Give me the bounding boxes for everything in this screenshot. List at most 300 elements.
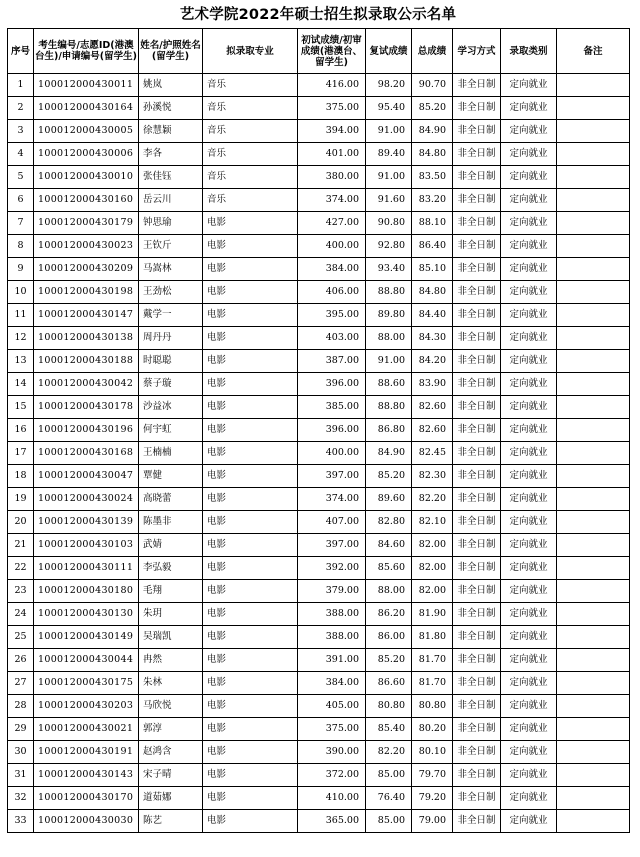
cell-admission-category: 定向就业 bbox=[501, 350, 557, 373]
table-row bbox=[8, 718, 630, 741]
cell-remark bbox=[557, 534, 630, 557]
cell-name: 李弘毅 bbox=[139, 557, 203, 580]
cell-seq: 10 bbox=[8, 281, 34, 304]
cell-major: 电影 bbox=[203, 718, 298, 741]
cell-admission-category: 定向就业 bbox=[501, 373, 557, 396]
cell-initial-score: 406.00 bbox=[298, 281, 366, 304]
cell-total-score: 88.10 bbox=[412, 212, 453, 235]
cell-name: 马欣悦 bbox=[139, 695, 203, 718]
cell-major: 电影 bbox=[203, 557, 298, 580]
cell-admission-category: 定向就业 bbox=[501, 603, 557, 626]
cell-name: 何宇虹 bbox=[139, 419, 203, 442]
cell-name: 沙益冰 bbox=[139, 396, 203, 419]
cell-major: 电影 bbox=[203, 649, 298, 672]
cell-candidate-id: 100012000430147 bbox=[34, 304, 139, 327]
cell-candidate-id: 100012000430180 bbox=[34, 580, 139, 603]
cell-retest-score: 85.20 bbox=[366, 465, 412, 488]
cell-major: 电影 bbox=[203, 281, 298, 304]
cell-retest-score: 85.00 bbox=[366, 764, 412, 787]
cell-major: 音乐 bbox=[203, 166, 298, 189]
cell-initial-score: 405.00 bbox=[298, 695, 366, 718]
cell-candidate-id: 100012000430030 bbox=[34, 810, 139, 833]
cell-total-score: 79.00 bbox=[412, 810, 453, 833]
cell-admission-category: 定向就业 bbox=[501, 235, 557, 258]
cell-candidate-id: 100012000430023 bbox=[34, 235, 139, 258]
cell-retest-score: 88.00 bbox=[366, 327, 412, 350]
cell-name: 钟思瑜 bbox=[139, 212, 203, 235]
table-row bbox=[8, 304, 630, 327]
cell-retest-score: 91.00 bbox=[366, 350, 412, 373]
table-row bbox=[8, 603, 630, 626]
cell-name: 姚岚 bbox=[139, 74, 203, 97]
table-row bbox=[8, 281, 630, 304]
cell-initial-score: 416.00 bbox=[298, 74, 366, 97]
cell-name: 宋子晴 bbox=[139, 764, 203, 787]
cell-retest-score: 89.40 bbox=[366, 143, 412, 166]
cell-major: 电影 bbox=[203, 212, 298, 235]
table-row bbox=[8, 235, 630, 258]
cell-initial-score: 375.00 bbox=[298, 97, 366, 120]
cell-initial-score: 410.00 bbox=[298, 787, 366, 810]
cell-total-score: 82.60 bbox=[412, 396, 453, 419]
cell-study-mode: 非全日制 bbox=[453, 350, 501, 373]
cell-name: 周丹丹 bbox=[139, 327, 203, 350]
cell-initial-score: 427.00 bbox=[298, 212, 366, 235]
header-name: 姓名/护照姓名(留学生) bbox=[139, 29, 203, 74]
cell-name: 陈艺 bbox=[139, 810, 203, 833]
table-row bbox=[8, 143, 630, 166]
cell-initial-score: 380.00 bbox=[298, 166, 366, 189]
cell-retest-score: 95.40 bbox=[366, 97, 412, 120]
cell-admission-category: 定向就业 bbox=[501, 488, 557, 511]
cell-major: 电影 bbox=[203, 695, 298, 718]
header-major: 拟录取专业 bbox=[203, 29, 298, 74]
cell-total-score: 82.45 bbox=[412, 442, 453, 465]
cell-retest-score: 85.60 bbox=[366, 557, 412, 580]
cell-retest-score: 93.40 bbox=[366, 258, 412, 281]
cell-study-mode: 非全日制 bbox=[453, 74, 501, 97]
document-page bbox=[7, 4, 629, 833]
cell-initial-score: 384.00 bbox=[298, 258, 366, 281]
cell-candidate-id: 100012000430188 bbox=[34, 350, 139, 373]
cell-retest-score: 88.60 bbox=[366, 373, 412, 396]
cell-seq: 19 bbox=[8, 488, 34, 511]
cell-remark bbox=[557, 557, 630, 580]
cell-admission-category: 定向就业 bbox=[501, 534, 557, 557]
cell-admission-category: 定向就业 bbox=[501, 258, 557, 281]
cell-total-score: 82.10 bbox=[412, 511, 453, 534]
cell-study-mode: 非全日制 bbox=[453, 235, 501, 258]
cell-remark bbox=[557, 189, 630, 212]
cell-study-mode: 非全日制 bbox=[453, 810, 501, 833]
cell-remark bbox=[557, 373, 630, 396]
cell-admission-category: 定向就业 bbox=[501, 419, 557, 442]
cell-remark bbox=[557, 649, 630, 672]
cell-name: 时聪聪 bbox=[139, 350, 203, 373]
cell-initial-score: 390.00 bbox=[298, 741, 366, 764]
cell-admission-category: 定向就业 bbox=[501, 97, 557, 120]
cell-major: 电影 bbox=[203, 304, 298, 327]
cell-seq: 6 bbox=[8, 189, 34, 212]
cell-candidate-id: 100012000430149 bbox=[34, 626, 139, 649]
cell-candidate-id: 100012000430130 bbox=[34, 603, 139, 626]
cell-name: 马嵩林 bbox=[139, 258, 203, 281]
cell-retest-score: 85.00 bbox=[366, 810, 412, 833]
cell-major: 电影 bbox=[203, 787, 298, 810]
cell-seq: 23 bbox=[8, 580, 34, 603]
cell-initial-score: 384.00 bbox=[298, 672, 366, 695]
table-row bbox=[8, 120, 630, 143]
cell-major: 电影 bbox=[203, 626, 298, 649]
cell-retest-score: 86.80 bbox=[366, 419, 412, 442]
cell-remark bbox=[557, 442, 630, 465]
cell-name: 冉然 bbox=[139, 649, 203, 672]
cell-candidate-id: 100012000430103 bbox=[34, 534, 139, 557]
cell-remark bbox=[557, 741, 630, 764]
cell-major: 电影 bbox=[203, 672, 298, 695]
cell-seq: 27 bbox=[8, 672, 34, 695]
cell-name: 孙溪悦 bbox=[139, 97, 203, 120]
cell-remark bbox=[557, 120, 630, 143]
table-row bbox=[8, 741, 630, 764]
cell-total-score: 85.10 bbox=[412, 258, 453, 281]
table-row bbox=[8, 488, 630, 511]
cell-seq: 7 bbox=[8, 212, 34, 235]
cell-major: 电影 bbox=[203, 511, 298, 534]
cell-total-score: 85.20 bbox=[412, 97, 453, 120]
cell-admission-category: 定向就业 bbox=[501, 120, 557, 143]
table-row bbox=[8, 189, 630, 212]
cell-seq: 28 bbox=[8, 695, 34, 718]
cell-remark bbox=[557, 672, 630, 695]
cell-total-score: 83.20 bbox=[412, 189, 453, 212]
cell-name: 郭淳 bbox=[139, 718, 203, 741]
cell-seq: 31 bbox=[8, 764, 34, 787]
cell-study-mode: 非全日制 bbox=[453, 580, 501, 603]
table-row bbox=[8, 695, 630, 718]
cell-total-score: 84.20 bbox=[412, 350, 453, 373]
table-body bbox=[8, 74, 630, 833]
cell-seq: 11 bbox=[8, 304, 34, 327]
table-row bbox=[8, 350, 630, 373]
cell-major: 音乐 bbox=[203, 143, 298, 166]
cell-total-score: 86.40 bbox=[412, 235, 453, 258]
cell-remark bbox=[557, 511, 630, 534]
cell-remark bbox=[557, 97, 630, 120]
cell-seq: 25 bbox=[8, 626, 34, 649]
cell-retest-score: 82.80 bbox=[366, 511, 412, 534]
cell-total-score: 84.80 bbox=[412, 143, 453, 166]
cell-retest-score: 92.80 bbox=[366, 235, 412, 258]
cell-retest-score: 86.60 bbox=[366, 672, 412, 695]
cell-study-mode: 非全日制 bbox=[453, 603, 501, 626]
cell-remark bbox=[557, 419, 630, 442]
cell-study-mode: 非全日制 bbox=[453, 189, 501, 212]
cell-name: 高晓蕾 bbox=[139, 488, 203, 511]
cell-candidate-id: 100012000430196 bbox=[34, 419, 139, 442]
cell-major: 电影 bbox=[203, 488, 298, 511]
cell-retest-score: 85.40 bbox=[366, 718, 412, 741]
cell-candidate-id: 100012000430209 bbox=[34, 258, 139, 281]
cell-study-mode: 非全日制 bbox=[453, 327, 501, 350]
cell-initial-score: 403.00 bbox=[298, 327, 366, 350]
cell-candidate-id: 100012000430179 bbox=[34, 212, 139, 235]
cell-retest-score: 82.20 bbox=[366, 741, 412, 764]
cell-remark bbox=[557, 281, 630, 304]
cell-candidate-id: 100012000430044 bbox=[34, 649, 139, 672]
cell-total-score: 81.70 bbox=[412, 672, 453, 695]
cell-candidate-id: 100012000430175 bbox=[34, 672, 139, 695]
cell-total-score: 83.50 bbox=[412, 166, 453, 189]
cell-retest-score: 91.00 bbox=[366, 120, 412, 143]
cell-retest-score: 76.40 bbox=[366, 787, 412, 810]
cell-candidate-id: 100012000430191 bbox=[34, 741, 139, 764]
table-header-row bbox=[8, 29, 630, 74]
header-retest-score: 复试成绩 bbox=[366, 29, 412, 74]
cell-seq: 13 bbox=[8, 350, 34, 373]
cell-remark bbox=[557, 695, 630, 718]
cell-name: 王钦斤 bbox=[139, 235, 203, 258]
cell-admission-category: 定向就业 bbox=[501, 166, 557, 189]
cell-retest-score: 84.90 bbox=[366, 442, 412, 465]
cell-name: 王楠楠 bbox=[139, 442, 203, 465]
cell-remark bbox=[557, 488, 630, 511]
cell-major: 电影 bbox=[203, 810, 298, 833]
cell-study-mode: 非全日制 bbox=[453, 465, 501, 488]
cell-major: 电影 bbox=[203, 534, 298, 557]
cell-total-score: 81.70 bbox=[412, 649, 453, 672]
cell-total-score: 81.80 bbox=[412, 626, 453, 649]
cell-candidate-id: 100012000430138 bbox=[34, 327, 139, 350]
cell-admission-category: 定向就业 bbox=[501, 557, 557, 580]
cell-remark bbox=[557, 166, 630, 189]
cell-name: 岳云川 bbox=[139, 189, 203, 212]
cell-total-score: 90.70 bbox=[412, 74, 453, 97]
cell-seq: 29 bbox=[8, 718, 34, 741]
cell-initial-score: 400.00 bbox=[298, 442, 366, 465]
cell-major: 电影 bbox=[203, 258, 298, 281]
cell-name: 徐慧颖 bbox=[139, 120, 203, 143]
header-remark: 备注 bbox=[557, 29, 630, 74]
cell-total-score: 81.90 bbox=[412, 603, 453, 626]
cell-initial-score: 365.00 bbox=[298, 810, 366, 833]
cell-admission-category: 定向就业 bbox=[501, 189, 557, 212]
cell-major: 电影 bbox=[203, 580, 298, 603]
cell-remark bbox=[557, 603, 630, 626]
table-row bbox=[8, 580, 630, 603]
cell-admission-category: 定向就业 bbox=[501, 465, 557, 488]
cell-total-score: 84.30 bbox=[412, 327, 453, 350]
table-row bbox=[8, 465, 630, 488]
cell-study-mode: 非全日制 bbox=[453, 120, 501, 143]
cell-seq: 26 bbox=[8, 649, 34, 672]
header-admission-category: 录取类别 bbox=[501, 29, 557, 74]
cell-study-mode: 非全日制 bbox=[453, 511, 501, 534]
cell-initial-score: 392.00 bbox=[298, 557, 366, 580]
cell-study-mode: 非全日制 bbox=[453, 258, 501, 281]
table-row bbox=[8, 764, 630, 787]
cell-study-mode: 非全日制 bbox=[453, 396, 501, 419]
cell-remark bbox=[557, 580, 630, 603]
cell-study-mode: 非全日制 bbox=[453, 741, 501, 764]
cell-candidate-id: 100012000430005 bbox=[34, 120, 139, 143]
cell-remark bbox=[557, 258, 630, 281]
cell-seq: 3 bbox=[8, 120, 34, 143]
cell-major: 电影 bbox=[203, 465, 298, 488]
header-initial-score: 初试成绩/初审成绩(港澳台、留学生) bbox=[298, 29, 366, 74]
cell-retest-score: 88.80 bbox=[366, 396, 412, 419]
cell-total-score: 80.20 bbox=[412, 718, 453, 741]
cell-initial-score: 401.00 bbox=[298, 143, 366, 166]
cell-remark bbox=[557, 764, 630, 787]
cell-initial-score: 385.00 bbox=[298, 396, 366, 419]
cell-total-score: 79.20 bbox=[412, 787, 453, 810]
cell-candidate-id: 100012000430021 bbox=[34, 718, 139, 741]
admission-table bbox=[7, 28, 630, 833]
cell-seq: 21 bbox=[8, 534, 34, 557]
cell-name: 吴瑞凯 bbox=[139, 626, 203, 649]
cell-seq: 5 bbox=[8, 166, 34, 189]
cell-initial-score: 388.00 bbox=[298, 603, 366, 626]
cell-initial-score: 374.00 bbox=[298, 189, 366, 212]
cell-name: 蔡子璇 bbox=[139, 373, 203, 396]
cell-remark bbox=[557, 304, 630, 327]
cell-major: 电影 bbox=[203, 764, 298, 787]
cell-initial-score: 397.00 bbox=[298, 465, 366, 488]
table-row bbox=[8, 649, 630, 672]
cell-seq: 17 bbox=[8, 442, 34, 465]
table-row bbox=[8, 97, 630, 120]
header-seq: 序号 bbox=[8, 29, 34, 74]
cell-major: 电影 bbox=[203, 350, 298, 373]
cell-major: 音乐 bbox=[203, 97, 298, 120]
cell-name: 张佳钰 bbox=[139, 166, 203, 189]
cell-total-score: 82.60 bbox=[412, 419, 453, 442]
cell-major: 电影 bbox=[203, 235, 298, 258]
cell-admission-category: 定向就业 bbox=[501, 327, 557, 350]
cell-total-score: 84.40 bbox=[412, 304, 453, 327]
cell-remark bbox=[557, 718, 630, 741]
cell-candidate-id: 100012000430024 bbox=[34, 488, 139, 511]
cell-total-score: 82.30 bbox=[412, 465, 453, 488]
cell-study-mode: 非全日制 bbox=[453, 281, 501, 304]
cell-retest-score: 86.20 bbox=[366, 603, 412, 626]
cell-admission-category: 定向就业 bbox=[501, 787, 557, 810]
cell-study-mode: 非全日制 bbox=[453, 557, 501, 580]
table-row bbox=[8, 442, 630, 465]
cell-name: 赵鸿含 bbox=[139, 741, 203, 764]
cell-admission-category: 定向就业 bbox=[501, 695, 557, 718]
cell-remark bbox=[557, 212, 630, 235]
cell-name: 毛翔 bbox=[139, 580, 203, 603]
cell-total-score: 82.00 bbox=[412, 580, 453, 603]
cell-seq: 4 bbox=[8, 143, 34, 166]
cell-admission-category: 定向就业 bbox=[501, 396, 557, 419]
cell-name: 朱玥 bbox=[139, 603, 203, 626]
cell-candidate-id: 100012000430168 bbox=[34, 442, 139, 465]
cell-seq: 20 bbox=[8, 511, 34, 534]
cell-retest-score: 88.80 bbox=[366, 281, 412, 304]
cell-total-score: 82.00 bbox=[412, 534, 453, 557]
cell-seq: 24 bbox=[8, 603, 34, 626]
table-row bbox=[8, 787, 630, 810]
page-title: 艺术学院2022年硕士招生拟录取公示名单 bbox=[179, 7, 457, 23]
cell-total-score: 84.80 bbox=[412, 281, 453, 304]
cell-seq: 14 bbox=[8, 373, 34, 396]
cell-total-score: 80.10 bbox=[412, 741, 453, 764]
cell-admission-category: 定向就业 bbox=[501, 718, 557, 741]
cell-initial-score: 397.00 bbox=[298, 534, 366, 557]
table-row bbox=[8, 419, 630, 442]
cell-retest-score: 86.00 bbox=[366, 626, 412, 649]
table-row bbox=[8, 74, 630, 97]
cell-remark bbox=[557, 74, 630, 97]
cell-candidate-id: 100012000430011 bbox=[34, 74, 139, 97]
cell-retest-score: 84.60 bbox=[366, 534, 412, 557]
cell-initial-score: 375.00 bbox=[298, 718, 366, 741]
cell-retest-score: 89.80 bbox=[366, 304, 412, 327]
cell-study-mode: 非全日制 bbox=[453, 534, 501, 557]
cell-major: 电影 bbox=[203, 442, 298, 465]
cell-initial-score: 407.00 bbox=[298, 511, 366, 534]
cell-candidate-id: 100012000430006 bbox=[34, 143, 139, 166]
cell-study-mode: 非全日制 bbox=[453, 419, 501, 442]
cell-admission-category: 定向就业 bbox=[501, 580, 557, 603]
header-total-score: 总成绩 bbox=[412, 29, 453, 74]
cell-major: 音乐 bbox=[203, 74, 298, 97]
cell-name: 覃健 bbox=[139, 465, 203, 488]
cell-initial-score: 395.00 bbox=[298, 304, 366, 327]
cell-study-mode: 非全日制 bbox=[453, 488, 501, 511]
cell-major: 电影 bbox=[203, 327, 298, 350]
cell-initial-score: 388.00 bbox=[298, 626, 366, 649]
cell-name: 朱林 bbox=[139, 672, 203, 695]
cell-name: 李各 bbox=[139, 143, 203, 166]
cell-admission-category: 定向就业 bbox=[501, 764, 557, 787]
table-row bbox=[8, 626, 630, 649]
cell-admission-category: 定向就业 bbox=[501, 442, 557, 465]
cell-initial-score: 379.00 bbox=[298, 580, 366, 603]
cell-study-mode: 非全日制 bbox=[453, 764, 501, 787]
table-row bbox=[8, 327, 630, 350]
cell-candidate-id: 100012000430111 bbox=[34, 557, 139, 580]
cell-seq: 9 bbox=[8, 258, 34, 281]
cell-seq: 8 bbox=[8, 235, 34, 258]
cell-remark bbox=[557, 235, 630, 258]
cell-study-mode: 非全日制 bbox=[453, 718, 501, 741]
table-row bbox=[8, 810, 630, 833]
cell-candidate-id: 100012000430047 bbox=[34, 465, 139, 488]
cell-study-mode: 非全日制 bbox=[453, 97, 501, 120]
cell-candidate-id: 100012000430178 bbox=[34, 396, 139, 419]
cell-initial-score: 396.00 bbox=[298, 419, 366, 442]
cell-seq: 1 bbox=[8, 74, 34, 97]
cell-study-mode: 非全日制 bbox=[453, 695, 501, 718]
cell-remark bbox=[557, 787, 630, 810]
table-row bbox=[8, 511, 630, 534]
cell-retest-score: 89.60 bbox=[366, 488, 412, 511]
cell-study-mode: 非全日制 bbox=[453, 212, 501, 235]
cell-candidate-id: 100012000430198 bbox=[34, 281, 139, 304]
cell-study-mode: 非全日制 bbox=[453, 304, 501, 327]
cell-retest-score: 85.20 bbox=[366, 649, 412, 672]
cell-major: 电影 bbox=[203, 396, 298, 419]
cell-remark bbox=[557, 327, 630, 350]
table-row bbox=[8, 672, 630, 695]
cell-total-score: 79.70 bbox=[412, 764, 453, 787]
cell-seq: 33 bbox=[8, 810, 34, 833]
cell-admission-category: 定向就业 bbox=[501, 672, 557, 695]
